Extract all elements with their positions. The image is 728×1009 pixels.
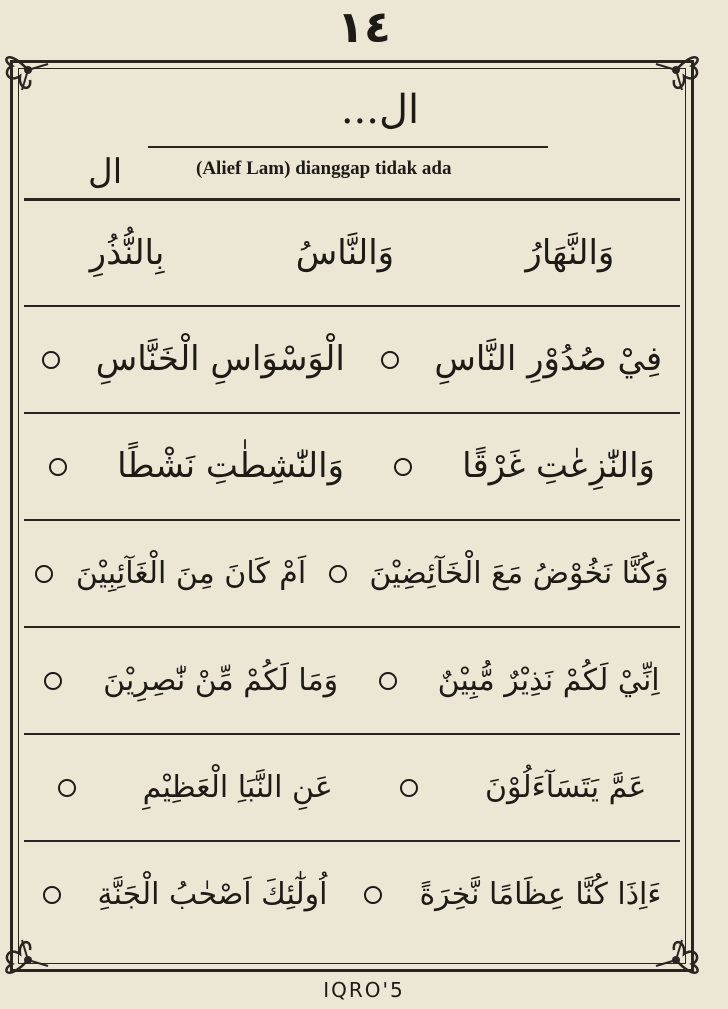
book-footer: IQRO'5: [323, 978, 405, 1002]
verse-end-marker: [44, 672, 62, 690]
verse-end-marker: [43, 886, 61, 904]
verse-end-marker: [42, 351, 60, 369]
exercise-row: [24, 305, 680, 412]
arabic-phrase: وَالنَّهَارُ: [525, 232, 615, 273]
arabic-phrase: اُولٰٓئِكَ اَصْحٰبُ الْجَنَّةِ: [97, 877, 328, 912]
arabic-phrase: وَالنّٰزِعٰتِ غَرْقًا: [462, 446, 655, 487]
exercise-row: [24, 412, 680, 519]
verse-end-marker: [329, 565, 347, 583]
subtitle-text: (Alief Lam) dianggap tidak ada: [196, 158, 452, 179]
exercise-row: [24, 519, 680, 626]
verse-end-marker: [364, 886, 382, 904]
verse-end-marker: [35, 565, 53, 583]
exercise-row: [24, 840, 680, 947]
corner-ornament-icon: [0, 40, 58, 100]
section-title: ال...: [340, 87, 420, 133]
arabic-phrase: بِالنُّذُرِ: [89, 232, 165, 273]
arabic-phrase: وَكُنَّا نَخُوْضُ مَعَ الْخَآئِضِيْنَ: [369, 556, 669, 591]
arabic-phrase: اِنِّيْ لَكُمْ نَذِيْرٌ مُّبِيْنٌ: [437, 663, 660, 698]
arabic-phrase: الْوَسْوَاسِ الْخَنَّاسِ: [95, 339, 345, 380]
arabic-phrase: فِيْ صُدُوْرِ النَّاسِ: [434, 339, 663, 380]
arabic-phrase: وَالنَّاسُ: [295, 232, 395, 273]
verse-end-marker: [49, 458, 67, 476]
arabic-phrase: وَمَا لَكُمْ مِّنْ نّٰصِرِيْنَ: [103, 663, 339, 698]
arabic-phrase: عَنِ النَّبَاِ الْعَظِيْمِ: [142, 770, 333, 805]
exercise-row: [24, 626, 680, 733]
lesson-subtitle: [38, 152, 678, 192]
corner-ornament-icon: [646, 40, 706, 100]
exercise-row: [24, 733, 680, 840]
verse-end-marker: [394, 458, 412, 476]
page-number: ١٤: [337, 2, 391, 53]
exercise-row: [24, 198, 680, 305]
verse-end-marker: [379, 672, 397, 690]
exercise-lines: [24, 198, 680, 958]
arabic-phrase: ءَاِذَا كُنَّا عِظَامًا نَّخِرَةً: [419, 877, 662, 912]
verse-end-marker: [58, 779, 76, 797]
arabic-phrase: وَالنّٰشِطٰتِ نَشْطًا: [117, 446, 345, 487]
title-underline: [148, 146, 548, 148]
subtitle-arabic: ال: [88, 152, 123, 192]
verse-end-marker: [381, 351, 399, 369]
verse-end-marker: [400, 779, 418, 797]
arabic-phrase: اَمْ كَانَ مِنَ الْغَآئِبِيْنَ: [75, 556, 307, 591]
arabic-phrase: عَمَّ يَتَسَآءَلُوْنَ: [484, 770, 647, 805]
